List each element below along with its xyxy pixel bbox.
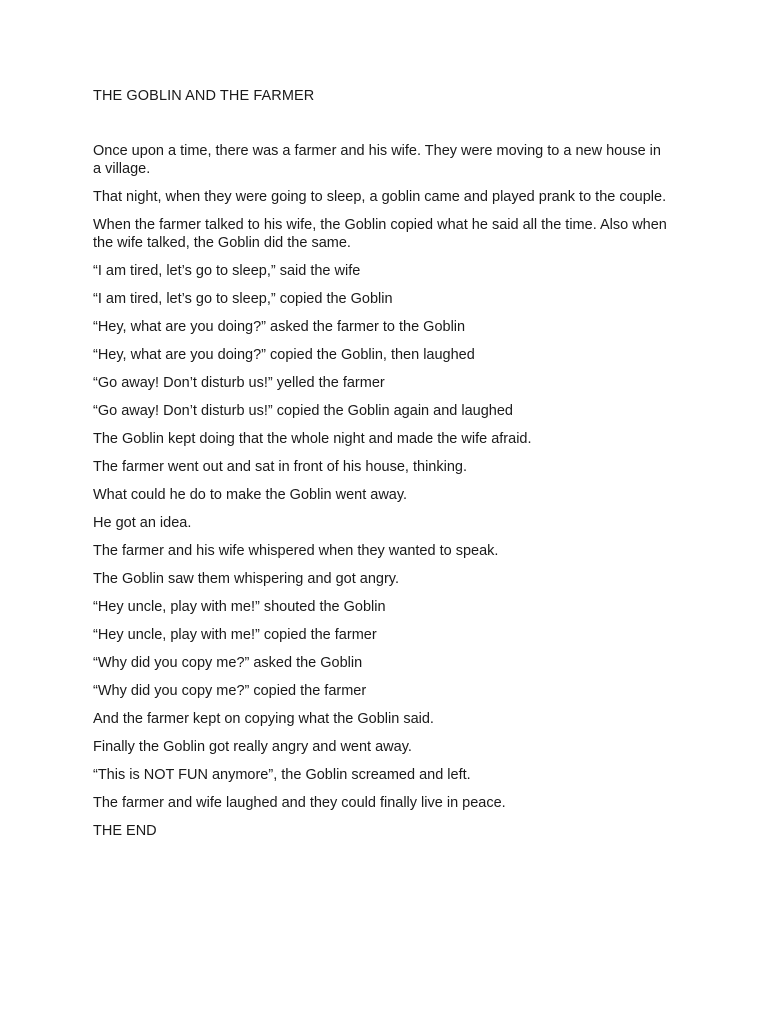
story-paragraph: What could he do to make the Goblin went away. [93, 487, 408, 503]
story-paragraph: “Hey, what are you doing?” asked the farmer to the Goblin [93, 319, 466, 335]
story-paragraph: “Go away! Don’t disturb us!” copied the Goblin again and laughed [93, 403, 513, 419]
story-paragraph: The farmer and his wife whispered when they wanted to speak. [93, 543, 499, 559]
story-paragraph: And the farmer kept on copying what the Goblin said. [93, 711, 434, 727]
story-paragraph: The Goblin kept doing that the whole night and made the wife afraid. [93, 431, 532, 447]
story-paragraph: That night, when they were going to sleep, a goblin came and played prank to the couple. [93, 189, 667, 205]
story-paragraph: “Hey uncle, play with me!” shouted the Goblin [93, 599, 386, 615]
story-paragraph: “Hey uncle, play with me!” copied the farmer [93, 627, 377, 643]
story-paragraph: “Hey, what are you doing?” copied the Goblin, then laughed [93, 347, 475, 363]
story-paragraph: “I am tired, let’s go to sleep,” copied the Goblin [93, 291, 393, 307]
story-paragraph: Finally the Goblin got really angry and went away. [93, 739, 412, 755]
document-body [93, 142, 673, 850]
story-paragraph: “Why did you copy me?” copied the farmer [93, 683, 367, 699]
story-paragraph: The Goblin saw them whispering and got angry. [93, 571, 400, 587]
story-end: THE END [93, 823, 157, 839]
story-paragraph: He got an idea. [93, 515, 192, 531]
story-paragraph: “Go away! Don’t disturb us!” yelled the farmer [93, 375, 385, 391]
story-paragraph: “I am tired, let’s go to sleep,” said the wife [93, 263, 361, 279]
story-paragraph: The farmer and wife laughed and they could finally live in peace. [93, 795, 506, 811]
story-paragraph: The farmer went out and sat in front of his house, thinking. [93, 459, 467, 475]
document-title: THE GOBLIN AND THE FARMER [93, 88, 315, 104]
story-paragraph: When the farmer talked to his wife, the Goblin copied what he said all the time. Also when the wife talked, the Goblin did the same. [93, 217, 667, 251]
story-paragraph: “Why did you copy me?” asked the Goblin [93, 655, 363, 671]
story-paragraph: “This is NOT FUN anymore”, the Goblin screamed and left. [93, 767, 471, 783]
story-paragraph: Once upon a time, there was a farmer and his wife. They were moving to a new house in a village. [93, 143, 661, 177]
